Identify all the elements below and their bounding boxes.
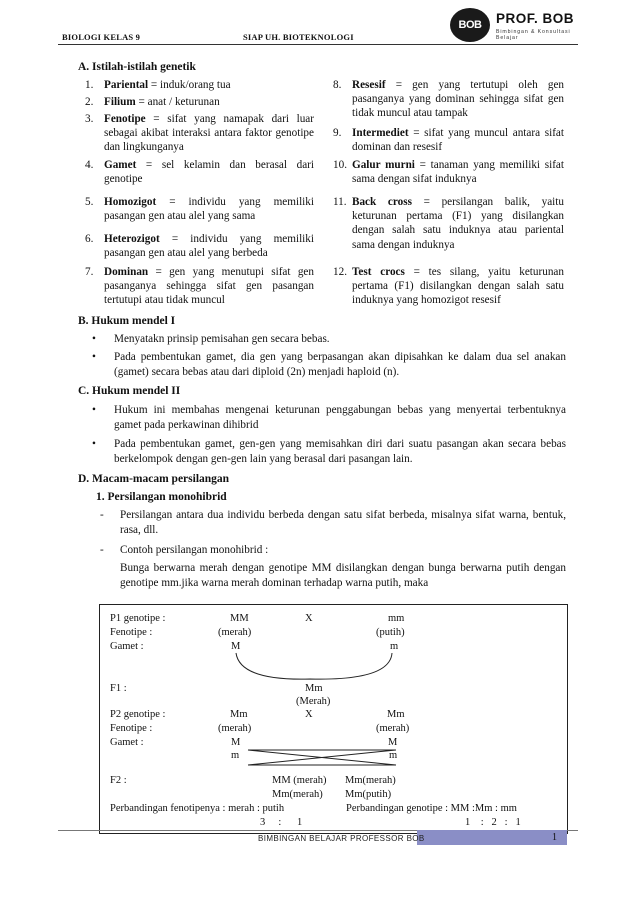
item-number: 10. [333, 159, 347, 171]
p2-label: P2 genotipe : [110, 709, 166, 720]
definition: = sifat yang muncul antara sifat dominan dan resesif [352, 127, 564, 154]
definition: = individu yang memiliki pasangan gen atau alel yang berbeda [104, 233, 314, 260]
term: Resesif [352, 79, 386, 91]
p1-label: P1 genotipe : [110, 613, 166, 624]
genotype-ratio-value: 1 : 2 : 1 [465, 817, 521, 828]
p2-genotype-b: Mm [387, 709, 405, 720]
item-number: 2. [85, 96, 94, 108]
term: Pariental [104, 79, 149, 91]
gamete-label-2: Gamet : [110, 737, 144, 748]
definition: = persilangan balik, yaitu keturunan pertama (F1) yang disilangkan dengan salah satu induknya atau pariental sama dengan induknya [352, 196, 564, 251]
phenotype-ratio-value: 3 : 1 [260, 817, 303, 828]
dash-text: Persilangan antara dua individu berbeda dengan satu sifat berbeda, misalnya sifat warna, bentuk, rasa, dll. [120, 509, 566, 536]
subsection-monohibrid: 1. Persilangan monohibrid [96, 491, 227, 503]
definition: = tanaman yang memiliki sifat sama dengan sifat induknya [352, 159, 564, 186]
f2-result: Mm(merah) [272, 789, 323, 800]
item-number: 5. [85, 196, 94, 208]
f2-result: MM (merah) [272, 775, 327, 786]
f1-genotype: Mm [305, 683, 323, 694]
section-c-title: C. Hukum mendel II [78, 385, 181, 397]
p2-phenotype-a: (merah) [218, 723, 252, 734]
logo-tagline: Bimbingan & Konsultasi Belajar [496, 29, 571, 41]
item-number: 4. [85, 159, 94, 171]
bullet-text: Hukum ini membahas mengenai keturunan penggabungan bebas yang menyertai terbentuknya gamet pada perkawinan dihibrid [114, 404, 566, 431]
item-number: 6. [85, 233, 94, 245]
definition: = sifat yang namapak dari luar sebagai akibat interaksi antara faktor genotipe dan lingkunganya [104, 113, 314, 154]
definition: = induk/orang tua [148, 79, 231, 91]
term: Back cross [352, 196, 412, 208]
logo-brand: PROF. BOB [496, 11, 575, 26]
header-subject: BIOLOGI KELAS 9 [62, 32, 141, 42]
cross-connector-lines [100, 605, 567, 833]
term: Heterozigot [104, 233, 160, 245]
term: Intermediet [352, 127, 409, 139]
definition: = individu yang memiliki pasangan gen atau alel yang sama [104, 196, 314, 223]
definition: = gen yang menutupi sifat gen pasanganya sehingga sifat gen pasangan tertutupi atau tidak muncul [104, 266, 314, 307]
phenotype-ratio-label: Perbandingan fenotipenya : merah : putih [110, 803, 285, 814]
bullet-dot: • [92, 438, 96, 450]
term: Homozigot [104, 196, 157, 208]
definition: = sel kelamin dan berasal dari genotipe [104, 159, 314, 186]
header-topic: SIAP UH. BIOTEKNOLOGI [243, 32, 354, 42]
definition: = gen yang tertutupi oleh gen pasanganya yang dominan sehingga sifat gen tidak muncul atau tampak [352, 79, 564, 120]
bullet-text: Pada pembentukan gamet, dia gen yang berpasangan akan dipisahkan ke dalam dua sel anakan (gamet) secara bebas atau dari diploid (2n) menjadi haploid (n). [114, 351, 566, 378]
dash-text: Contoh persilangan monohibrid : [120, 544, 269, 556]
term: Gamet [104, 159, 137, 171]
p2-gamete-a2: m [231, 750, 240, 761]
item-number: 9. [333, 127, 342, 139]
f2-result: Mm(putih) [345, 789, 392, 800]
p2-gamete-a1: M [231, 737, 241, 748]
example-text: Bunga berwarna merah dengan genotipe MM disilangkan dengan bunga berwarna putih dengan genotipe mm.jika warna merah dominan terhadap warna putih, maka [120, 562, 566, 589]
item-number: 8. [333, 79, 342, 91]
p1-phenotype-a: (merah) [218, 627, 252, 638]
cross-symbol-2: X [305, 709, 313, 720]
page-number: 1 [552, 832, 557, 843]
item-number: 12. [333, 266, 347, 278]
p1-gamete-a: M [231, 641, 241, 652]
term: Filium [104, 96, 136, 108]
bullet-text: Pada pembentukan gamet, gen-gen yang memisahkan diri dari suatu pasangan akan secara bebas berkelompok dengan gen-gen lain yang berasal dari pasangan lain. [114, 438, 566, 465]
prof-bob-logo [450, 8, 580, 44]
section-a-title: A. Istilah-istilah genetik [78, 61, 196, 73]
bullet-text: Menyatakn prinsip pemisahan gen secara bebas. [114, 333, 330, 345]
footer-accent-bar [417, 830, 567, 845]
p2-gamete-b1: M [388, 737, 398, 748]
bullet-dot: • [92, 404, 96, 416]
dash-mark: - [100, 509, 104, 521]
term: Dominan [104, 266, 149, 278]
p1-genotype-b: mm [388, 613, 405, 624]
item-number: 7. [85, 266, 94, 278]
item-number: 1. [85, 79, 94, 91]
p2-genotype-a: Mm [230, 709, 248, 720]
item-number: 3. [85, 113, 94, 125]
cross-diagram-box [99, 604, 568, 834]
term: Galur murni [352, 159, 415, 171]
bullet-dot: • [92, 351, 96, 363]
term: Fenotipe [104, 113, 146, 125]
p2-phenotype-b: (merah) [376, 723, 410, 734]
f2-result: Mm(merah) [345, 775, 396, 786]
bullet-dot: • [92, 333, 96, 345]
f2-label: F2 : [110, 775, 127, 786]
footer-text: BIMBINGAN BELAJAR PROFESSOR BOB [258, 834, 425, 843]
gamete-label: Gamet : [110, 641, 144, 652]
p1-gamete-b: m [390, 641, 399, 652]
genotype-ratio-label: Perbandingan genotipe : MM :Mm : mm [346, 803, 517, 814]
definition: = tes silang, yaitu keturunan pertama (F1) disilangkan dengan salah satu induknya yang homozigot resesif [352, 266, 564, 307]
cross-symbol: X [305, 613, 313, 624]
p1-phenotype-b: (putih) [376, 627, 405, 638]
header-divider [58, 44, 578, 45]
f1-label: F1 : [110, 683, 127, 694]
logo-mark: BOB [450, 8, 490, 42]
p1-genotype-a: MM [230, 613, 249, 624]
section-d-title: D. Macam-macam persilangan [78, 473, 230, 485]
section-b-title: B. Hukum mendel I [78, 315, 176, 327]
p2-gamete-b2: m [389, 750, 398, 761]
item-number: 11. [333, 196, 347, 208]
f1-phenotype: (Merah) [296, 696, 331, 707]
dash-mark: - [100, 544, 104, 556]
page-header [0, 0, 638, 46]
phenotype-label: Fenotipe : [110, 627, 153, 638]
definition: = anat / keturunan [135, 96, 220, 108]
term: Test crocs [352, 266, 405, 278]
phenotype-label-2: Fenotipe : [110, 723, 153, 734]
